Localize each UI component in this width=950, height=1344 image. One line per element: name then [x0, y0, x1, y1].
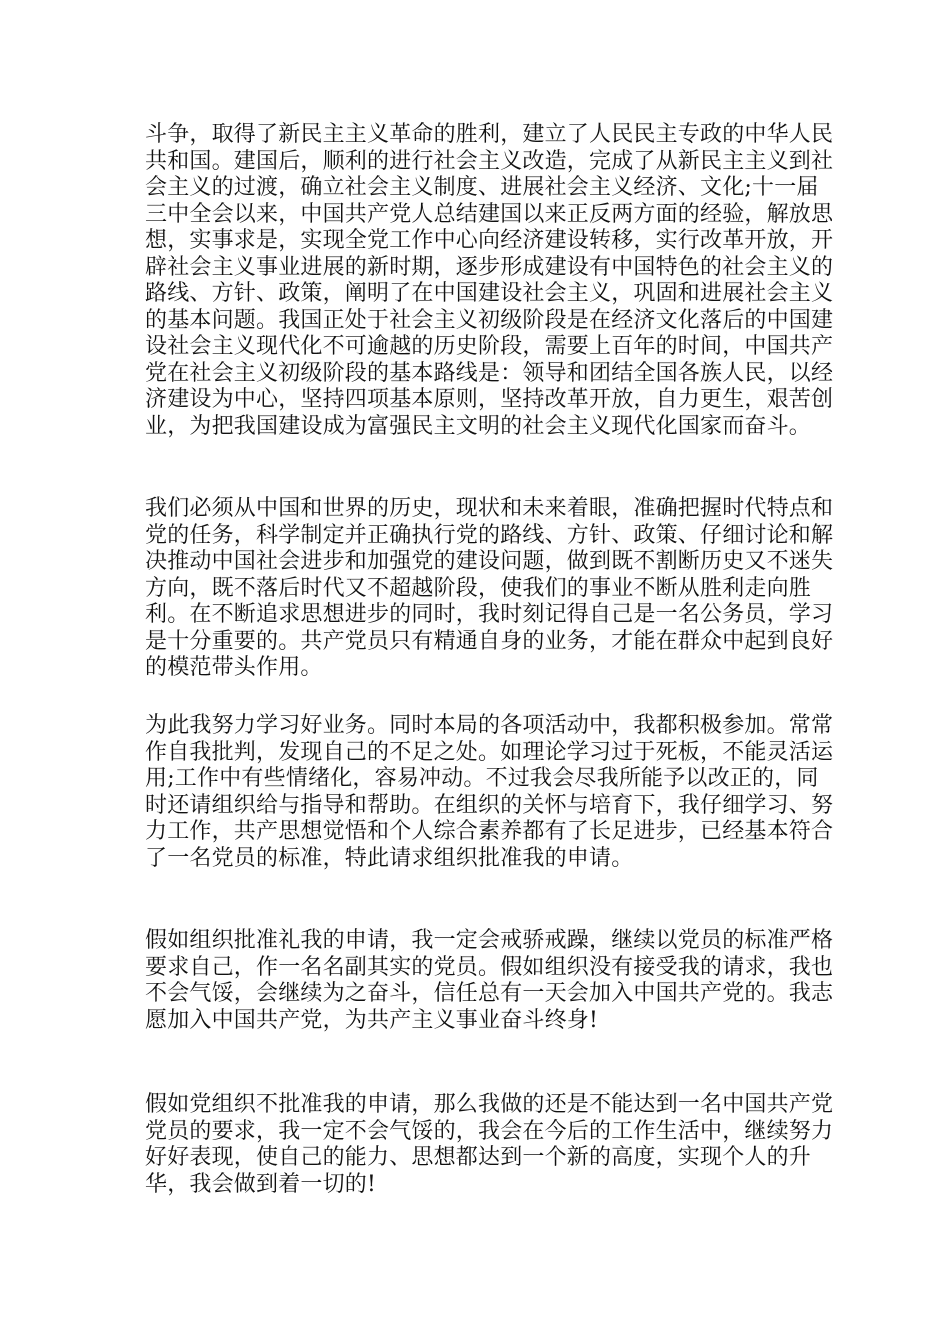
paragraph-3: 为此我努力学习好业务。同时本局的各项活动中，我都积极参加。常常作自我批判，发现自己的不足之处。如理论学习过于死板，不能灵活运用;工作中有些情绪化，容易冲动。不过我会尽我所能予以改正的，同时还请组织给与指导和帮助。在组织的关怀与培育下，我仔细学习、努力工作，共产思想觉悟和个人综合素养都有了长足进步，已经基本符合了一名党员的标准，特此请求组织批准我的申请。 [145, 713, 834, 871]
paragraph-5: 假如党组织不批准我的申请，那么我做的还是不能达到一名中国共产党党员的要求，我一定不会气馁的，我会在今后的工作生活中，继续努力好好表现，使自己的能力、思想都达到一个新的高度，实现个人的升华，我会做到着一切的! [145, 1092, 834, 1197]
paragraph-2: 我们必须从中国和世界的历史，现状和未来着眼，准确把握时代特点和党的任务，科学制定并正确执行党的路线、方针、政策、仔细讨论和解决推动中国社会进步和加强党的建设问题，做到既不割断历史又不迷失方向，既不落后时代又不超越阶段，使我们的事业不断从胜利走向胜利。在不断追求思想进步的同时，我时刻记得自己是一名公务员，学习是十分重要的。共产党员只有精通自身的业务，才能在群众中起到良好的模范带头作用。 [145, 496, 834, 680]
paragraph-1: 斗争，取得了新民主主义革命的胜利，建立了人民民主专政的中华人民共和国。建国后，顺利的进行社会主义改造，完成了从新民主主义到社会主义的过渡，确立社会主义制度、进展社会主义经济、文化;十一届三中全会以来，中国共产党人总结建国以来正反两方面的经验，解放思想，实事求是，实现全党工作中心向经济建设转移，实行改革开放，开辟社会主义事业进展的新时期，逐步形成建设有中国特色的社会主义的路线、方针、政策，阐明了在中国建设社会主义，巩固和进展社会主义的基本问题。我国正处于社会主义初级阶段是在经济文化落后的中国建设社会主义现代化不可逾越的历史阶段，需要上百年的时间，中国共产党在社会主义初级阶段的基本路线是：领导和团结全国各族人民，以经济建设为中心，坚持四项基本原则，坚持改革开放，自力更生，艰苦创业，为把我国建设成为富强民主文明的社会主义现代化国家而奋斗。 [145, 122, 834, 439]
paragraph-4: 假如组织批准礼我的申请，我一定会戒骄戒躁，继续以党员的标准严格要求自己，作一名名副其实的党员。假如组织没有接受我的请求，我也不会气馁，会继续为之奋斗，信任总有一天会加入中国共产党的。我志愿加入中国共产党，为共产主义事业奋斗终身! [145, 928, 834, 1033]
